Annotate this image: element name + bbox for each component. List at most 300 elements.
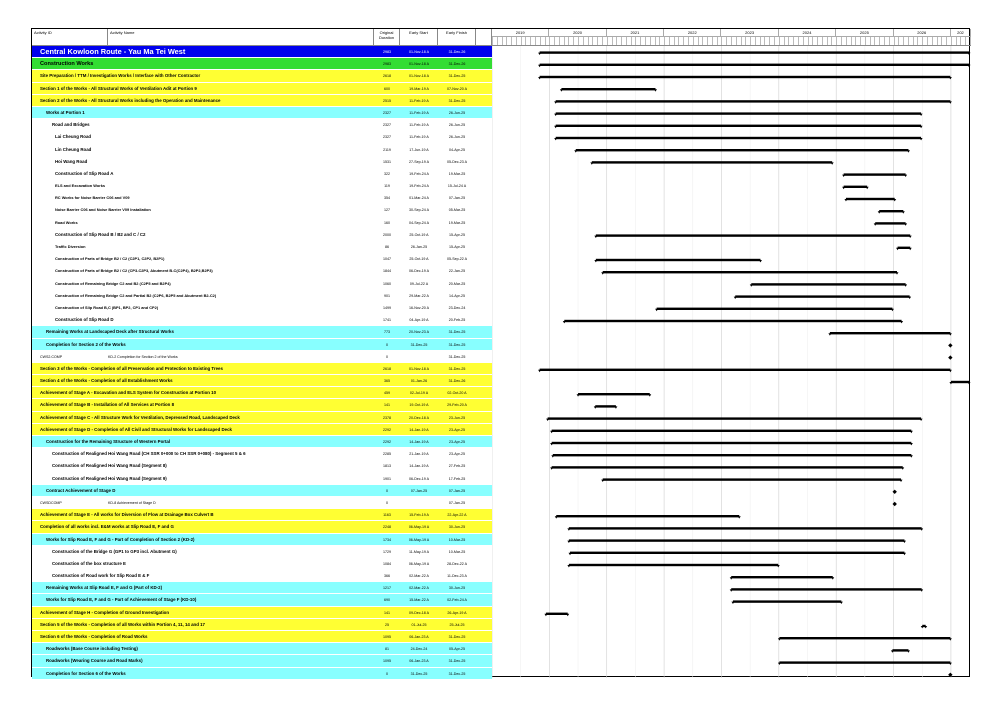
gantt-bar[interactable] [603, 271, 897, 273]
month-gridline [588, 37, 589, 46]
early-finish: 31-Dec-26 [448, 62, 466, 67]
activity-row[interactable] [32, 229, 492, 241]
header-early-finish: Early Finish [438, 29, 476, 46]
early-start: 06-Dec-19 A [409, 476, 429, 481]
activity-row[interactable] [32, 631, 492, 643]
month-gridline [946, 37, 947, 46]
month-gridline [521, 37, 522, 46]
gantt-bar[interactable] [603, 478, 901, 480]
activity-name: Section 6 of the Works - Completion of Road Works [40, 634, 148, 639]
activity-row[interactable] [32, 363, 492, 375]
activity-name: Completion for Section 2 of the Works [46, 341, 126, 347]
gantt-bar[interactable] [657, 308, 893, 310]
activity-row[interactable] [32, 607, 492, 619]
original-duration: 1741 [383, 318, 391, 323]
activity-row[interactable] [32, 399, 492, 411]
month-gridline [741, 37, 742, 46]
bar-end-cap [648, 394, 651, 396]
original-duration: 773 [384, 330, 390, 335]
early-finish: 14-Apr-25 [449, 293, 465, 298]
activity-row[interactable] [32, 509, 492, 521]
gantt-bar[interactable] [731, 588, 921, 590]
early-finish: 11-Dec-23 A [447, 574, 467, 579]
month-gridline [554, 37, 555, 46]
month-gridline [884, 37, 885, 46]
early-finish: 23-Dec-24 [448, 305, 466, 310]
gantt-bar[interactable] [595, 405, 616, 407]
activity-row[interactable] [32, 46, 492, 58]
gantt-bar[interactable] [576, 149, 909, 151]
early-finish: 07-Jan-25 [448, 500, 466, 505]
gantt-bar[interactable] [779, 637, 950, 639]
early-finish: 27-Feb-25 [448, 464, 466, 469]
activity-row[interactable] [32, 290, 492, 302]
activity-row[interactable] [32, 192, 492, 204]
original-duration: 86 [385, 245, 389, 249]
gantt-bar[interactable] [556, 112, 921, 114]
gantt-bar[interactable] [564, 320, 901, 322]
early-finish: 17-Feb-25 [448, 476, 466, 481]
activity-row[interactable] [32, 156, 492, 168]
gantt-bar[interactable] [731, 576, 833, 578]
header-activity-id: Activity ID [32, 29, 108, 46]
activity-row[interactable] [32, 204, 492, 216]
activity-row[interactable] [32, 95, 492, 107]
month-gridline [535, 37, 536, 46]
gantt-bar[interactable] [556, 515, 739, 517]
activity-name: Construction of Parts of Bridge B2 / C2 (CP3-C2P3, Abutment B-C(C2P4), B2P2,B2P3) [55, 268, 213, 274]
original-duration: 25 [385, 622, 389, 627]
gantt-bar[interactable] [844, 173, 906, 175]
month-gridline [698, 37, 699, 46]
activity-row[interactable] [32, 582, 492, 594]
activity-row[interactable] [32, 107, 492, 119]
activity-name: Achievement of Stage A - Excavation and ELS System for Construction at Portion 10 [40, 390, 217, 396]
original-duration: 2327 [383, 135, 391, 140]
original-duration: 2327 [383, 110, 391, 115]
gantt-bar[interactable] [553, 454, 912, 456]
early-finish: 30-Jun-25 [448, 525, 466, 530]
original-duration: 0 [386, 500, 388, 505]
bar-end-cap [551, 455, 554, 457]
activity-row[interactable] [32, 241, 492, 253]
month-gridline [545, 37, 546, 46]
activity-name: Construction of Remaining Bridge C2 and B2 (C2P5 and B2P4) [55, 280, 171, 286]
activity-row[interactable] [32, 278, 492, 290]
early-start: 19-Feb-24 A [409, 171, 429, 176]
original-duration: 1060 [383, 281, 391, 286]
activity-name: Completion of all works incl. E&M works at Slip Road E, F and G [40, 524, 174, 530]
activity-row[interactable] [32, 351, 492, 363]
early-finish: 04-Apr-25 [449, 147, 465, 152]
month-gridline [865, 37, 866, 46]
activity-name: Works for Slip Road E, F and G - Part of Completion of Section 2 (KD-2) [46, 536, 195, 542]
original-duration: 2378 [383, 415, 391, 420]
original-duration: 81 [385, 647, 389, 652]
bar-end-cap [590, 162, 593, 164]
activity-name: Construction of Remaining Bridge C2 and Partial B2 (C2P6, B2P5 and Abutment B2-C2) [55, 292, 217, 298]
original-duration: 160 [384, 220, 390, 225]
early-start: 11-Feb-19 A [409, 135, 429, 140]
bar-end-cap [577, 394, 580, 396]
month-gridline [903, 37, 904, 46]
activity-name: Remaining Works at Slip Road E, F and G (Part of KD-2) [46, 585, 163, 591]
activity-name: Works for Slip Road E, F and G - Part of Achievement of Stage F (KD-10) [46, 597, 197, 603]
activity-row[interactable] [32, 643, 492, 655]
original-duration: 0 [386, 354, 388, 359]
early-finish: 05-Sep-22 A [447, 257, 467, 262]
gantt-bars-area [492, 46, 971, 678]
original-duration: 0 [386, 488, 388, 493]
gantt-bar[interactable] [951, 381, 969, 383]
original-duration: 901 [384, 293, 390, 298]
activity-row[interactable] [32, 83, 492, 95]
month-gridline [583, 37, 584, 46]
month-gridline [803, 37, 804, 46]
milestone-diamond[interactable] [948, 343, 952, 347]
activity-id: CWSDCOMP [40, 500, 62, 505]
gantt-bar[interactable] [569, 564, 778, 566]
gantt-bar[interactable] [733, 600, 841, 602]
bar-end-cap [550, 443, 553, 445]
early-start: 11-Feb-19 A [409, 123, 429, 128]
early-finish: 20-Mar-25 [448, 281, 466, 286]
gantt-bar[interactable] [596, 234, 910, 236]
original-duration: 1813 [383, 464, 391, 469]
activity-name: Section 5 of the Works - Completion of all Works within Portion 4, 11, 14 and 17 [40, 621, 206, 627]
gantt-bar[interactable] [552, 466, 903, 468]
month-gridline [831, 37, 832, 46]
gantt-bar[interactable] [569, 539, 905, 541]
activity-row[interactable] [32, 387, 492, 399]
gantt-bar[interactable] [546, 613, 568, 615]
activity-name: Achievement of Stage E - All works for Diversion of Flow at Drainage Box Culvert B [40, 512, 214, 518]
activity-row[interactable] [32, 180, 492, 192]
original-duration: 2119 [383, 147, 391, 152]
early-start: 14-Jan-19 A [409, 440, 429, 444]
early-finish: 31-Dec-25 [448, 330, 466, 335]
month-gridline [626, 37, 627, 46]
month-gridline [774, 37, 775, 46]
activity-name: Hoi Wang Road [55, 158, 88, 164]
gantt-bar[interactable] [540, 76, 951, 78]
activity-name: Roadworks (Base Course including Testing) [46, 646, 138, 652]
activity-row[interactable] [32, 558, 492, 570]
month-gridline [970, 37, 971, 46]
activity-row[interactable] [32, 448, 492, 460]
month-gridline [889, 37, 890, 46]
early-start: 17-Jun-19 A [409, 147, 429, 152]
early-finish: 22-Jan-25 [448, 269, 466, 274]
original-duration: 2292 [383, 427, 391, 432]
month-gridline [573, 37, 574, 46]
gantt-bar[interactable] [592, 161, 832, 163]
gantt-bar[interactable] [556, 100, 951, 102]
bar-end-cap [949, 333, 952, 335]
activity-name: Road and Bridges [52, 122, 90, 128]
gantt-bar[interactable] [779, 661, 950, 663]
original-duration: 141 [384, 403, 390, 408]
gantt-bar[interactable] [540, 369, 951, 371]
month-gridline [688, 37, 689, 46]
early-start: 01-Nov-18 A [409, 74, 429, 79]
month-gridline [621, 37, 622, 46]
early-finish: 05-Dec-23 A [447, 159, 467, 164]
month-gridline [549, 37, 550, 46]
activity-row[interactable] [32, 70, 492, 82]
month-gridline [616, 37, 617, 46]
early-finish: 02-Oct-20 A [447, 391, 467, 396]
month-gridline [960, 37, 961, 46]
activity-row[interactable] [32, 168, 492, 180]
activity-row[interactable] [32, 144, 492, 156]
gantt-bar[interactable] [569, 527, 922, 529]
original-duration: 1734 [383, 537, 391, 542]
gantt-bar[interactable] [751, 283, 905, 285]
activity-name: Construction of Slip Road B / B2 and C / C2 [55, 231, 146, 237]
month-gridline [683, 37, 684, 46]
activity-row[interactable] [32, 314, 492, 326]
bar-end-cap [949, 101, 952, 103]
month-gridline [860, 37, 861, 46]
activity-name: Traffic Diversion [55, 244, 86, 249]
activity-row[interactable] [32, 473, 492, 485]
year-label: 2022 [664, 29, 721, 37]
year-label: 2024 [779, 29, 836, 37]
activity-row[interactable] [32, 570, 492, 582]
month-gridline [798, 37, 799, 46]
activity-id: CWS2.COMP [40, 354, 63, 359]
original-duration: 2983 [383, 50, 391, 54]
activity-name: Construction of Slip Road A [55, 170, 114, 176]
early-start: 06-May-19 A [408, 525, 430, 530]
gantt-bar[interactable] [556, 125, 921, 127]
month-gridline [812, 37, 813, 46]
bar-end-cap [738, 516, 741, 518]
month-gridline [894, 37, 895, 46]
bar-end-cap [904, 223, 907, 225]
month-gridline [927, 37, 928, 46]
gantt-bar[interactable] [844, 186, 868, 188]
activity-table [32, 46, 492, 680]
activity-row[interactable] [32, 655, 492, 667]
activity-name: Noise Barrier C06 and Noise Barrier V09 Installation [55, 207, 151, 213]
month-gridline [736, 37, 737, 46]
milestone-diamond[interactable] [893, 490, 897, 494]
early-finish: 26-Jun-25 [448, 110, 466, 115]
month-gridline [851, 37, 852, 46]
original-duration: 1095 [383, 659, 391, 664]
original-duration: 2000 [383, 232, 391, 237]
activity-row[interactable] [32, 326, 492, 338]
original-duration: 354 [384, 196, 390, 201]
bar-end-cap [563, 321, 566, 323]
activity-name: Lin Cheung Road [55, 146, 92, 152]
month-gridline [874, 37, 875, 46]
gantt-bar[interactable] [570, 552, 904, 554]
gantt-bar[interactable] [552, 442, 912, 444]
gantt-bar[interactable] [898, 247, 911, 249]
gantt-bar[interactable] [892, 649, 908, 651]
month-gridline [788, 37, 789, 46]
activity-name: ELS and Excavation Works [55, 183, 106, 189]
early-start: 07-Jan-25 [410, 488, 428, 493]
month-gridline [650, 37, 651, 46]
bar-end-cap [828, 333, 831, 335]
early-finish: 31-Dec-25 [448, 659, 466, 664]
early-start: 02-Mar-22 A [409, 586, 429, 591]
month-gridline [908, 37, 909, 46]
original-duration: 2515 [383, 98, 391, 103]
early-start: 11-Feb-19 A [409, 98, 429, 103]
bar-end-cap [594, 260, 597, 262]
activity-row[interactable] [32, 265, 492, 277]
early-finish: 23-Apr-25 [449, 440, 465, 444]
month-gridline [793, 37, 794, 46]
early-start: 01-Jul-25 [411, 622, 427, 627]
early-start: 02-Mar-22 A [409, 574, 429, 579]
activity-name: Achievement of Stage D - Completion of All Civil and Structural Works for Landscaped Deck [40, 426, 233, 432]
activity-row[interactable] [32, 424, 492, 436]
activity-row[interactable] [32, 339, 492, 351]
early-finish: 26-Jun-25 [448, 123, 466, 128]
month-gridline [492, 37, 493, 46]
early-finish: 15-Apr-25 [449, 232, 465, 237]
gantt-bar[interactable] [540, 51, 969, 53]
activity-row[interactable] [32, 436, 492, 448]
year-label: 2025 [836, 29, 893, 37]
early-start: 24-Dec-24 [410, 647, 428, 652]
activity-name: Remaining Works at Landscaped Deck after Structural Works [46, 329, 174, 335]
activity-row[interactable] [32, 302, 492, 314]
gantt-bar[interactable] [548, 417, 921, 419]
gantt-bar[interactable] [596, 259, 761, 261]
month-gridline [597, 37, 598, 46]
activity-row[interactable] [32, 412, 492, 424]
activity-row[interactable] [32, 485, 492, 497]
bar-end-cap [554, 101, 557, 103]
original-duration: 0 [386, 671, 388, 676]
gantt-bar[interactable] [735, 295, 909, 297]
month-gridline [635, 37, 636, 46]
month-gridline [559, 37, 560, 46]
early-finish: 05-Mar-25 [448, 208, 466, 213]
early-start: 15-Feb-19 A [409, 513, 429, 518]
gantt-bar[interactable] [552, 430, 912, 432]
activity-name: Section 1 of the Works - All Structural Works of Ventilation Adit at Portion 9 [40, 85, 197, 91]
month-gridline [822, 37, 823, 46]
month-gridline [612, 37, 613, 46]
activity-row[interactable] [32, 217, 492, 229]
activity-row[interactable] [32, 375, 492, 387]
month-gridline [760, 37, 761, 46]
activity-name: Construction of the box structure E [52, 560, 126, 566]
activity-row[interactable] [32, 546, 492, 558]
activity-row[interactable] [32, 619, 492, 631]
activity-name: Construction of Road work for Slip Road E & F [52, 573, 150, 579]
original-duration: 1163 [383, 513, 391, 518]
activity-row[interactable] [32, 521, 492, 533]
month-gridline [530, 37, 531, 46]
header-activity-name: Activity Name [108, 29, 374, 46]
original-duration: 459 [384, 391, 390, 396]
activity-row[interactable] [32, 668, 492, 680]
month-gridline [808, 37, 809, 46]
activity-row[interactable] [32, 253, 492, 265]
bar-end-cap [594, 236, 597, 238]
activity-row[interactable] [32, 131, 492, 143]
activity-name: Construction of Realigned Hoi Wang Road (Segment 9) [52, 475, 167, 481]
early-start: 06-May-19 A [408, 561, 430, 566]
gantt-bar[interactable] [578, 393, 650, 395]
activity-name: RC Works for Noise Barrier C06 and V09 [55, 195, 130, 201]
original-duration: 1499 [383, 305, 391, 310]
activity-row[interactable] [32, 119, 492, 131]
gantt-bar[interactable] [875, 222, 905, 224]
gantt-bar[interactable] [540, 64, 969, 66]
milestone-diamond[interactable] [948, 355, 952, 359]
early-start: 19-Oct-19 A [409, 403, 429, 408]
month-gridline [917, 37, 918, 46]
year-label: 2021 [607, 29, 664, 37]
month-gridline [750, 37, 751, 46]
early-finish: 23-Jun-25 [448, 415, 466, 420]
early-start: 06-Jan-23 A [409, 635, 429, 639]
gantt-bar[interactable] [846, 198, 895, 200]
activity-row[interactable] [32, 58, 492, 70]
month-gridline [764, 37, 765, 46]
activity-name: Construction of Realigned Hoi Wang Road (Segment 8) [52, 463, 167, 469]
early-start: 06-Dec-19 A [409, 269, 429, 274]
activity-row[interactable] [32, 460, 492, 472]
early-start: 06-May-19 A [408, 537, 430, 542]
activity-name: Construction of Slip Road B,C (BP1, BP2, CP1 and CP2) [55, 304, 159, 310]
original-duration: 119 [384, 184, 390, 189]
early-finish: 31-Dec-25 [448, 98, 466, 103]
early-start: 01-Jan-26 [410, 379, 428, 384]
year-label: 2023 [721, 29, 778, 37]
gantt-bar[interactable] [556, 137, 921, 139]
timeline-year-row [492, 29, 971, 37]
gantt-bar[interactable] [830, 332, 950, 334]
early-finish: 31-Dec-25 [448, 635, 466, 639]
month-gridline [721, 37, 722, 46]
gantt-bar[interactable] [879, 210, 903, 212]
early-finish: 31-Dec-25 [448, 671, 466, 676]
early-finish: 05-Apr-25 [449, 647, 465, 652]
activity-name: Works at Portion 1 [46, 109, 85, 115]
activity-name: Achievement of Stage C - All Structure Work for Ventilation, Depressed Road, Landscaped Deck [40, 414, 240, 420]
activity-row[interactable] [32, 497, 492, 509]
bar-end-cap [759, 260, 762, 262]
early-start: 09-Dec-18 A [409, 610, 429, 615]
milestone-diamond[interactable] [948, 673, 952, 677]
month-gridline [846, 37, 847, 46]
month-gridline [712, 37, 713, 46]
early-finish: 19-Mar-25 [448, 220, 466, 225]
header-spacer [476, 29, 492, 46]
activity-row[interactable] [32, 594, 492, 606]
milestone-diamond[interactable] [893, 502, 897, 506]
early-start: 20-Dec-18 A [409, 415, 429, 420]
activity-name: Construction for the Remaining Structure of Western Portal [46, 439, 171, 444]
activity-row[interactable] [32, 534, 492, 546]
month-gridline [645, 37, 646, 46]
gantt-bar[interactable] [561, 88, 655, 90]
original-duration: 366 [384, 574, 390, 579]
original-duration: 2618 [383, 366, 391, 371]
month-gridline [745, 37, 746, 46]
